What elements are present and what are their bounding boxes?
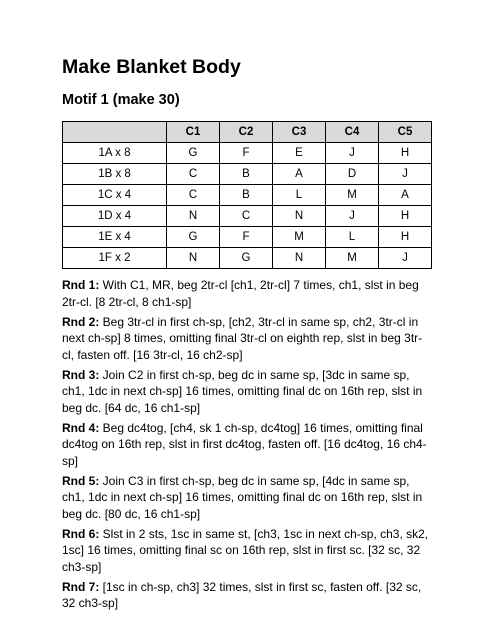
round-text: Join C3 in first ch-sp, beg dc in same sp, [4dc in same sp, ch1, 1dc in next ch-sp] 16 times, omitting final dc on 16th rep, slst in beg dc. [80 dc, 16 ch1-sp] — [62, 473, 423, 521]
table-header-cell: C1 — [167, 122, 220, 143]
table-cell: A — [273, 164, 326, 185]
round-text: [1sc in ch-sp, ch3] 32 times, slst in first sc, fasten off. [32 sc, 32 ch3-sp] — [62, 579, 422, 610]
round-paragraph — [62, 420, 434, 470]
round-text: Join C2 in first ch-sp, beg dc in same sp, [3dc in same sp, ch1, 1dc in next ch-sp] 16 times, omitting final dc on 16th rep, slst in beg dc. [64 dc, 16 ch1-sp] — [62, 367, 423, 415]
table-cell: J — [326, 206, 379, 227]
table-row — [63, 164, 432, 185]
table-cell: 1A x 8 — [63, 143, 167, 164]
round-label: Rnd 2: — [62, 314, 100, 329]
table-cell: H — [379, 227, 432, 248]
table-cell: B — [220, 185, 273, 206]
round-paragraph — [62, 473, 434, 523]
table-row — [63, 185, 432, 206]
table-cell: L — [273, 185, 326, 206]
table-cell: D — [326, 164, 379, 185]
table-cell: M — [326, 185, 379, 206]
round-label: Rnd 5: — [62, 473, 100, 488]
table-cell: B — [220, 164, 273, 185]
table-cell: J — [379, 164, 432, 185]
table-cell: M — [273, 227, 326, 248]
table-cell: 1D x 4 — [63, 206, 167, 227]
round-label: Rnd 3: — [62, 367, 100, 382]
table-header-row — [63, 122, 432, 143]
round-paragraph — [62, 579, 434, 612]
table-cell: F — [220, 227, 273, 248]
color-table — [62, 121, 432, 269]
table-row — [63, 206, 432, 227]
table-row — [63, 143, 432, 164]
table-cell: G — [167, 143, 220, 164]
table-row — [63, 248, 432, 269]
round-label: Rnd 1: — [62, 278, 100, 292]
round-text: Beg dc4tog, [ch4, sk 1 ch-sp, dc4tog] 16 times, omitting final dc4tog on 16th rep, slst in first dc4tog, fasten off. [16 dc4tog, 16 ch4-sp] — [62, 420, 427, 468]
round-paragraph — [62, 277, 434, 310]
table-cell: 1C x 4 — [63, 185, 167, 206]
round-paragraph — [62, 526, 434, 576]
table-cell: N — [167, 248, 220, 269]
round-paragraph — [62, 314, 434, 364]
table-cell: C — [167, 185, 220, 206]
table-cell: 1B x 8 — [63, 164, 167, 185]
table-header-cell — [63, 122, 167, 143]
table-cell: N — [167, 206, 220, 227]
table-cell: G — [220, 248, 273, 269]
round-text: Beg 3tr-cl in first ch-sp, [ch2, 3tr-cl in same sp, ch2, 3tr-cl in next ch-sp] 8 times, omitting final 3tr-cl on eighth rep, slst in beg 3tr-cl, fasten off. [16 3tr-cl, 16 ch2-sp] — [62, 314, 423, 362]
table-cell: N — [273, 248, 326, 269]
table-header-cell: C2 — [220, 122, 273, 143]
round-text: Slst in 2 sts, 1sc in same st, [ch3, 1sc in next ch-sp, ch3, sk2, 1sc] 16 times, omitting final sc on 16th rep, slst in first sc. [32 sc, 32 ch3-sp] — [62, 526, 429, 574]
table-cell: 1E x 4 — [63, 227, 167, 248]
table-cell: G — [167, 227, 220, 248]
round-label: Rnd 6: — [62, 526, 100, 541]
round-instructions — [62, 277, 434, 615]
table-cell: F — [220, 143, 273, 164]
table-row — [63, 227, 432, 248]
table-cell: A — [379, 185, 432, 206]
page-title: Make Blanket Body — [62, 56, 241, 78]
round-paragraph — [62, 367, 434, 417]
round-text: With C1, MR, beg 2tr-cl [ch1, 2tr-cl] 7 times, ch1, slst in beg 2tr-cl. [8 2tr-cl, 8 ch1-sp] — [62, 278, 419, 309]
table-header-cell: C3 — [273, 122, 326, 143]
table-header-cell: C5 — [379, 122, 432, 143]
round-label: Rnd 7: — [62, 579, 100, 594]
table-cell: 1F x 2 — [63, 248, 167, 269]
table-cell: N — [273, 206, 326, 227]
table-cell: J — [379, 248, 432, 269]
table-cell: J — [326, 143, 379, 164]
table-cell: C — [220, 206, 273, 227]
table-cell: E — [273, 143, 326, 164]
table-cell: H — [379, 206, 432, 227]
round-label: Rnd 4: — [62, 420, 100, 435]
table-cell: C — [167, 164, 220, 185]
table-cell: H — [379, 143, 432, 164]
table-header-cell: C4 — [326, 122, 379, 143]
table-cell: L — [326, 227, 379, 248]
table-cell: M — [326, 248, 379, 269]
section-heading: Motif 1 (make 30) — [62, 92, 180, 108]
